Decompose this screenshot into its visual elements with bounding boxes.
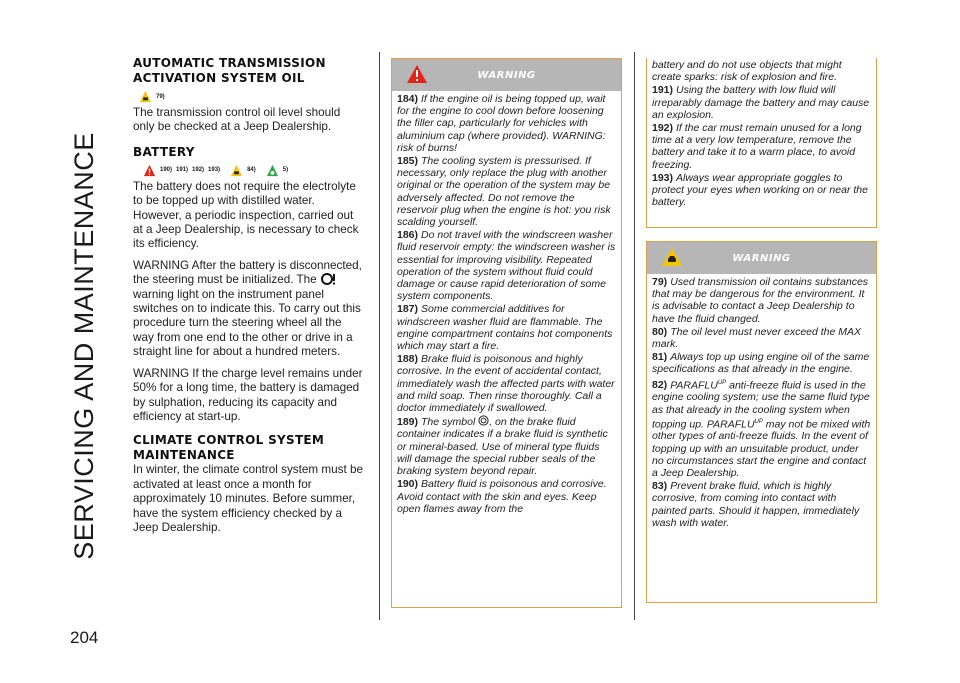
caution-car-icon [661,247,683,267]
warning-item: 80) The oil level must never exceed the MAX mark. [652,325,862,351]
warning-item: 191) Using the battery with low fluid will irreparably damage the battery and may cause an explosion. [652,84,870,121]
section-heading: BATTERY [133,144,195,159]
paragraph: The transmission control oil level should only be checked at a Jeep Dealership. [133,106,341,134]
warning-item: 83) Prevent brake fluid, which is highly corrosive, from coming into contact with painted parts. Should it happen, immediately wash with water. [652,480,860,529]
warning-triangle-icon [406,64,428,84]
paragraph: In winter, the climate control system must be activated at least once a month for approximately 10 minutes. Before summer, have the system efficiency checked by a Jeep Dealership. [133,463,363,534]
warning-body [392,91,621,520]
paragraph: The battery does not require the electrolyte to be topped up with distilled water. However, a periodic inspection, carried out at a Jeep Dealership, is necessary to check its efficiency. [133,179,359,251]
warning-item: 190) Battery fluid is poisonous and corrosive. Avoid contact with the skin and eyes. Keep open flames away from the [397,478,607,515]
warning-title: WARNING [477,69,536,81]
warning-item: 81) Always top up using engine oil of the same specifications as that already in the engine. [652,351,870,376]
warning-item: 82) $PARAFLU^{UP}$ anti-freeze fluid is used in the engine cooling system; use the same fluid type as that already in the cooling system when topping up. $PARAFLU^{UP}$ may not be mixed with other types of anti-freeze fluids. In the event of topping up with an unsuitable product, under no circumstances start the engine and contact a Jeep Dealership. [652,379,871,480]
reference-row: 79) [139,88,363,105]
page-number: 204 [70,628,99,647]
reference-row: 190) 191) 192) 193) 84) 5) [143,162,363,179]
warning-item: 188) Brake fluid is poisonous and highly corrosive. In the event of accidental contact, immediately wash the affected parts with water and mild soap. Then rinse thoroughly. Call a doctor immediately if swallowed. [397,353,615,415]
warning-box [646,241,877,603]
warning-body [647,274,876,534]
main-text-column [133,56,363,535]
caution-car-icon [230,164,243,177]
steering-warning-icon [320,273,336,285]
column-divider [634,52,635,620]
warning-item: 186) Do not travel with the windscreen washer fluid reservoir empty: the windscreen washer is essential for improving visibility. Repeated operation of the system without fluid could damage or cause rapid deterioration of some system components. [397,229,616,303]
warning-header [647,242,876,274]
environment-icon [266,164,279,177]
warning-body [647,58,876,213]
column-divider [379,52,380,620]
caution-car-icon [139,90,152,103]
warning-item: battery and do not use objects that might create sparks: risk of explosion and fire. [652,59,842,84]
dot4-symbol-icon [478,415,489,426]
paragraph: WARNING After the battery is disconnected, the steering must be initialized. The warning light on the instrument panel switches on to indicate this. To carry out this procedure turn the steering wheel all the way from one end to the other or drive in a straight line for about a hundred meters. [133,258,362,359]
warning-item: 193) Always wear appropriate goggles to protect your eyes when working on or near the battery. [652,171,868,209]
warning-item: 79) Used transmission oil contains substances that may be dangerous for the environment. It is advisable to contact a Jeep Dealership to have the fluid changed. [652,276,869,325]
warning-item: 184) If the engine oil is being topped up, wait for the engine to cool down before loosening the filler cap, particularly for vehicles with aluminium cap (where provided). WARNING: risk of burns! [397,93,606,154]
warning-box-continued [646,58,877,228]
paragraph: WARNING If the charge level remains under 50% for a long time, the battery is damaged by sulphation, reducing its capacity and efficiency at start-up. [133,366,363,423]
warning-title: WARNING [732,252,791,264]
warning-header [392,59,621,91]
warning-item: 187) Some commercial additives for windscreen washer fluid are flammable. The engine compartment contains hot components which may start a fire. [397,303,613,353]
section-heading: CLIMATE CONTROL SYSTEM MAINTENANCE [133,433,325,463]
warning-box [391,58,622,608]
section-heading: AUTOMATIC TRANSMISSION ACTIVATION SYSTEM OIL [133,56,326,85]
warning-item: 185) The cooling system is pressurised. If necessary, only replace the plug with another original or the operation of the system may be adversely affected. Do not remove the reservoir plug when the engine is hot: you risk scalding yourself. [397,155,611,229]
warning-triangle-icon [143,164,156,177]
warning-item: 189) The symbol , on the brake fluid container indicates if a brake fluid is synthetic or mineral-based. Use of mineral type fluids will damage the special rubber seals of the braking system beyond repair. [397,416,608,478]
section-side-title: SERVICING AND MAINTENANCE [69,132,99,560]
warning-item: 192) If the car must remain unused for a long time at a very low temperature, remove the battery and take it to a warm place, to avoid freezing. [652,122,862,171]
